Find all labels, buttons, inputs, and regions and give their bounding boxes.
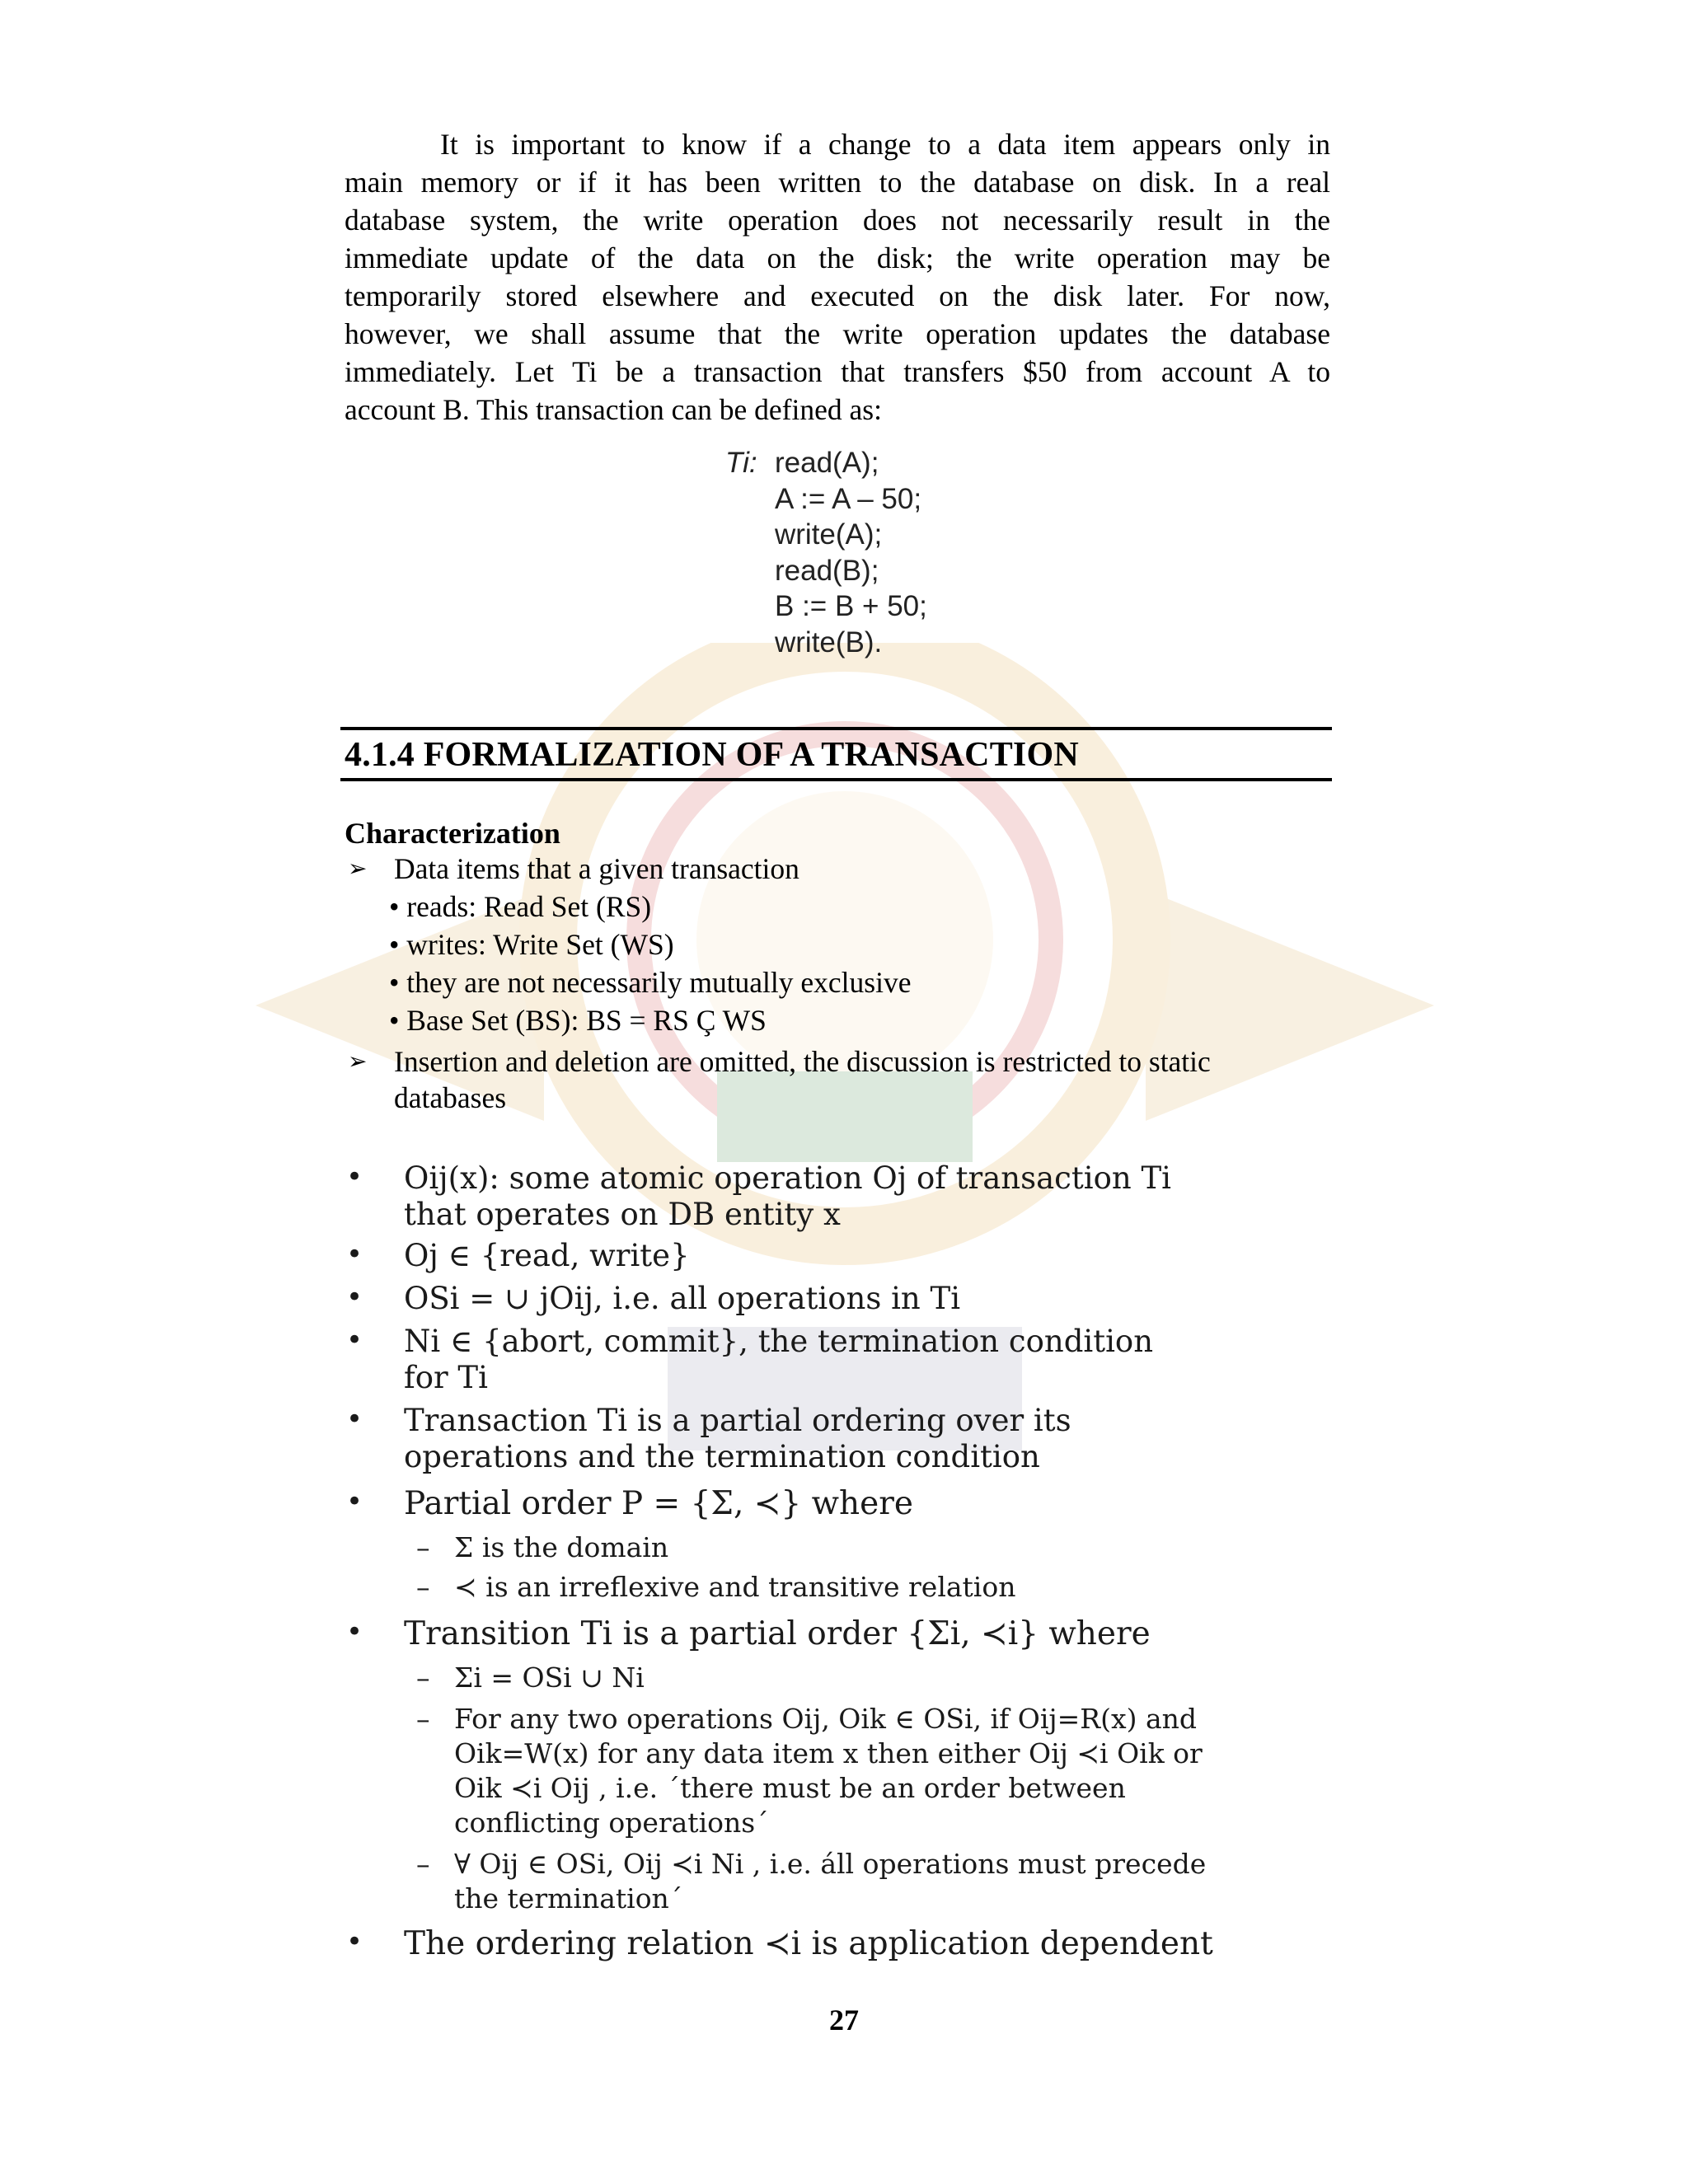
slide-bullet-text: for Ti xyxy=(404,1360,488,1395)
list-item-text: Data items that a given transaction xyxy=(394,852,799,885)
slide-sub-text: Oik=W(x) for any data item x then either Oij ≺i Oik or xyxy=(454,1737,1203,1769)
code-line: read(A); xyxy=(775,447,879,479)
heading-rule-top xyxy=(340,727,1332,730)
slide-sub-text: Σi = OSi ∪ Ni xyxy=(454,1661,645,1694)
transaction-code xyxy=(725,445,927,660)
bullet-dot-icon: • xyxy=(346,1324,363,1357)
list-item-text: Insertion and deletion are omitted, the discussion is restricted to static xyxy=(394,1045,1211,1078)
slide-bullet-text: OSi = ∪ jOij, i.e. all operations in Ti xyxy=(404,1281,961,1316)
heading-rule-bottom xyxy=(340,778,1332,781)
slide-sub-text: For any two operations Oij, Oik ∈ OSi, if Oij=R(x) and xyxy=(454,1703,1198,1735)
paragraph-line: immediate update of the data on the disk; the write operation may be xyxy=(345,241,1330,274)
slide-bullet-text: Transition Ti is a partial order {Σi, ≺i} where xyxy=(404,1615,1151,1652)
code-line: read(B); xyxy=(775,554,879,587)
bullet-dot-icon: • xyxy=(346,1925,363,1958)
slide-bullet-text: that operates on DB entity x xyxy=(404,1197,841,1232)
slide-bullet-text: Oij(x): some atomic operation Oj of transaction Ti xyxy=(404,1160,1171,1196)
slide-bullet-text: Transaction Ti is a partial ordering over its xyxy=(404,1403,1071,1438)
slide-bullet-text: The ordering relation ≺i is application dependent xyxy=(404,1925,1213,1962)
sub-item: • reads: Read Set (RS) xyxy=(389,890,652,923)
slide-bullet-text: Oj ∈ {read, write} xyxy=(404,1238,690,1273)
code-line: write(A); xyxy=(775,518,883,551)
bullet-dot-icon: • xyxy=(346,1485,363,1518)
code-line: B := B + 50; xyxy=(775,590,927,622)
paragraph-line: however, we shall assume that the write operation updates the database xyxy=(345,317,1330,350)
intro-paragraph xyxy=(345,125,1330,429)
sub-item: • they are not necessarily mutually exclusive xyxy=(389,966,912,999)
slide-sub-text: the termination´ xyxy=(454,1882,683,1915)
slide-bullet-text: operations and the termination condition xyxy=(404,1439,1040,1474)
slide-bullet-text: Ni ∈ {abort, commit}, the termination condition xyxy=(404,1324,1154,1359)
bullet-dot-icon: • xyxy=(346,1615,363,1648)
paragraph-line: It is important to know if a change to a data item appears only in xyxy=(440,128,1330,161)
slide-bullet-text: Partial order P = {Σ, ≺} where xyxy=(404,1485,913,1522)
slide-sub-text: conflicting operations´ xyxy=(454,1807,769,1839)
slide-sub-text: Oik ≺i Oij , i.e. ´there must be an order between xyxy=(454,1772,1126,1804)
sub-item: • writes: Write Set (WS) xyxy=(389,928,674,961)
code-line: A := A – 50; xyxy=(775,482,922,515)
bullet-dot-icon: • xyxy=(346,1403,363,1436)
characterization-title: Characterization xyxy=(345,817,560,850)
paragraph-line: account B. This transaction can be defined as: xyxy=(345,393,882,426)
page-number: 27 xyxy=(829,2004,859,2036)
slide-sub-text: Σ is the domain xyxy=(454,1531,669,1563)
slide-sub-text: ≺ is an irreflexive and transitive relation xyxy=(454,1571,1016,1603)
list-item-continuation: databases xyxy=(394,1081,507,1114)
bullet-dot-icon: • xyxy=(346,1281,363,1314)
slide-sub-text: ∀ Oij ∈ OSi, Oij ≺i Ni , i.e. áll operations must precede xyxy=(454,1848,1207,1880)
arrow-bullet-icon: ➢ xyxy=(348,856,368,882)
paragraph-line: temporarily stored elsewhere and executed on the disk later. For now, xyxy=(345,279,1330,312)
paragraph-line: database system, the write operation does not necessarily result in the xyxy=(345,204,1330,237)
sub-item: • Base Set (BS): BS = RS Ç WS xyxy=(389,1004,767,1037)
arrow-bullet-icon: ➢ xyxy=(348,1049,368,1075)
bullet-dot-icon: • xyxy=(346,1160,363,1193)
bullet-dot-icon: • xyxy=(346,1238,363,1271)
paragraph-line: main memory or if it has been written to the database on disk. In a real xyxy=(345,166,1330,199)
code-line: write(B). xyxy=(775,626,883,658)
section-heading: 4.1.4 FORMALIZATION OF A TRANSACTION xyxy=(345,736,1079,774)
code-label: Ti: xyxy=(725,447,757,479)
paragraph-line: immediately. Let Ti be a transaction that transfers $50 from account A to xyxy=(345,355,1330,388)
